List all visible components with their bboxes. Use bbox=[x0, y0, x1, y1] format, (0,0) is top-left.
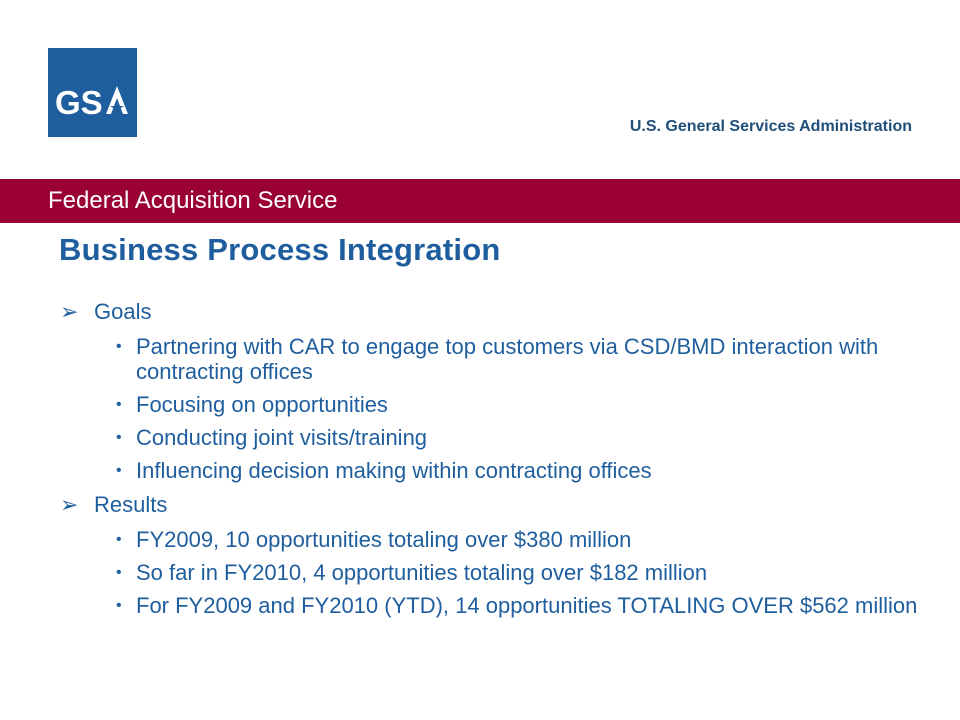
list-item-text: Partnering with CAR to engage top customers via CSD/BMD interaction with contracting offices bbox=[136, 334, 879, 384]
dot-bullet-icon: • bbox=[116, 396, 122, 413]
list-item bbox=[60, 527, 920, 552]
list-item-text: Influencing decision making within contracting offices bbox=[136, 458, 652, 483]
dot-bullet-icon: • bbox=[116, 338, 122, 355]
dot-bullet-icon: • bbox=[116, 564, 122, 581]
band-title: Federal Acquisition Service bbox=[48, 187, 338, 214]
list-item-text: For FY2009 and FY2010 (YTD), 14 opportunities TOTALING OVER $562 million bbox=[136, 593, 918, 618]
list-item-text: So far in FY2010, 4 opportunities totaling over $182 million bbox=[136, 560, 708, 585]
svg-text:GS: GS bbox=[55, 84, 103, 121]
list-item bbox=[60, 593, 920, 618]
dot-bullet-icon: • bbox=[116, 531, 122, 548]
list-item bbox=[60, 560, 920, 585]
slide-content bbox=[60, 290, 920, 618]
list-item bbox=[60, 334, 920, 384]
agency-name: U.S. General Services Administration bbox=[629, 118, 912, 135]
list-item bbox=[60, 425, 920, 450]
list-item-text: Focusing on opportunities bbox=[136, 392, 388, 417]
arrow-bullet-icon: ➢ bbox=[60, 299, 79, 324]
dot-bullet-icon: • bbox=[116, 597, 122, 614]
dot-bullet-icon: • bbox=[116, 462, 122, 479]
arrow-bullet-icon: ➢ bbox=[60, 492, 79, 517]
list-item-text: Conducting joint visits/training bbox=[136, 425, 428, 450]
section-label: Results bbox=[94, 492, 168, 517]
slide-title: Business Process Integration bbox=[59, 232, 501, 267]
list-item bbox=[60, 392, 920, 417]
list-item-text: FY2009, 10 opportunities totaling over $380 million bbox=[136, 527, 632, 552]
gsa-logo bbox=[48, 48, 137, 137]
list-item bbox=[60, 458, 920, 483]
dot-bullet-icon: • bbox=[116, 429, 122, 446]
section-results bbox=[60, 491, 920, 519]
section-goals bbox=[60, 298, 920, 326]
section-label: Goals bbox=[94, 299, 152, 324]
